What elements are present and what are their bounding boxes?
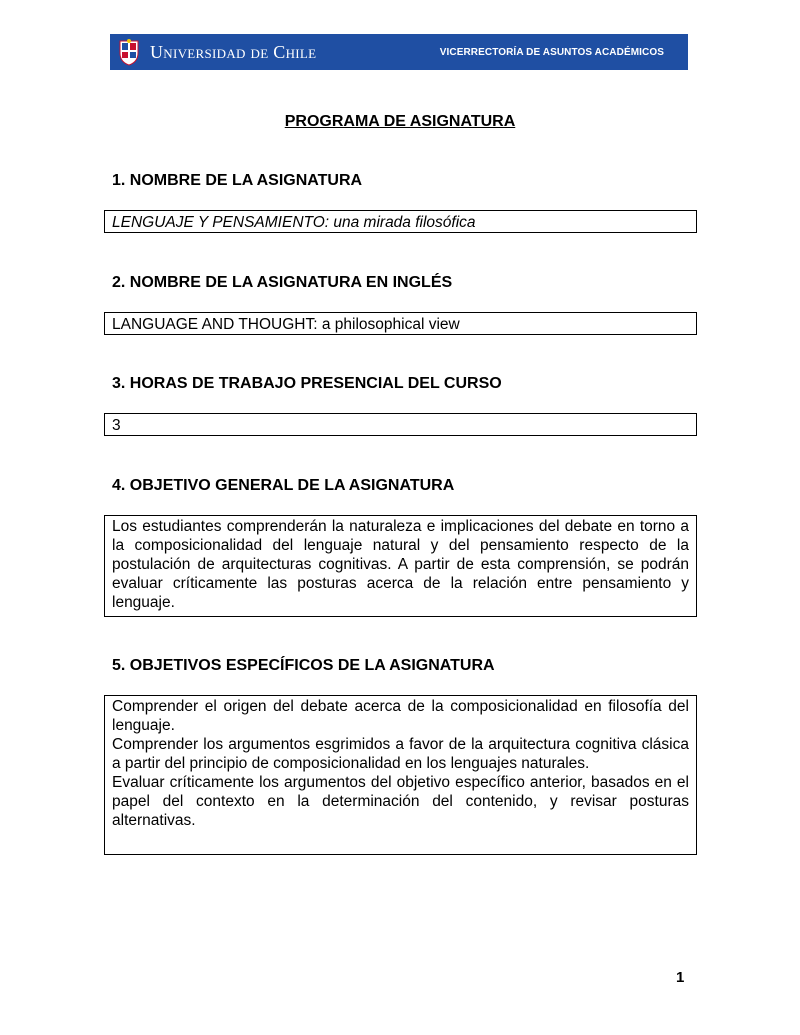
section-2-heading: 2. NOMBRE DE LA ASIGNATURA EN INGLÉS xyxy=(112,274,453,291)
university-shield-icon xyxy=(118,38,140,66)
course-name-suffix: : una mirada filosófica xyxy=(324,214,476,231)
course-name-english-box xyxy=(104,312,697,335)
page-number: 1 xyxy=(676,969,685,986)
hours-box xyxy=(104,413,697,436)
general-objective-box xyxy=(104,515,697,617)
course-name-prefix: LENGUAJE Y PENSAMIENTO xyxy=(112,214,325,231)
specific-objectives-box xyxy=(104,695,697,855)
specific-objective-item: Evaluar críticamente los argumentos del objetivo específico anterior, basados en el papel del contexto en la determinación del contenido, y revisar posturas alternativas. xyxy=(112,774,689,829)
general-objective-text: Los estudiantes comprenderán la naturaleza e implicaciones del debate en torno a la composicionalidad del lenguaje natural y del pensamiento respecto de la postulación de arquitecturas cognitivas. A partir de esta comprensión, se podrán evaluar críticamente las posturas acerca de la relación entre pensamiento y lenguaje. xyxy=(112,518,689,611)
course-name-english-text: LANGUAGE AND THOUGHT: a philosophical view xyxy=(112,316,460,333)
hours-value: 3 xyxy=(112,417,121,434)
course-name-text xyxy=(112,214,476,231)
section-3-heading: 3. HORAS DE TRABAJO PRESENCIAL DEL CURSO xyxy=(112,375,502,392)
section-5-heading: 5. OBJETIVOS ESPECÍFICOS DE LA ASIGNATURA xyxy=(112,657,495,674)
section-4-heading: 4. OBJETIVO GENERAL DE LA ASIGNATURA xyxy=(112,477,455,494)
specific-objective-item: Comprender los argumentos esgrimidos a favor de la arquitectura cognitiva clásica a partir del principio de composicionalidad en los lenguajes naturales. xyxy=(112,736,689,772)
specific-objective-item: Comprender el origen del debate acerca de la composicionalidad en filosofía del lenguaje. xyxy=(112,698,689,734)
vicerrectoria-label: VICERRECTORÍA DE ASUNTOS ACADÉMICOS xyxy=(439,46,664,58)
page-title: PROGRAMA DE ASIGNATURA xyxy=(284,113,516,130)
header-banner xyxy=(110,34,688,70)
course-name-box xyxy=(104,210,697,233)
university-name: Universidad de Chile xyxy=(150,41,317,62)
section-1-heading: 1. NOMBRE DE LA ASIGNATURA xyxy=(112,172,363,189)
